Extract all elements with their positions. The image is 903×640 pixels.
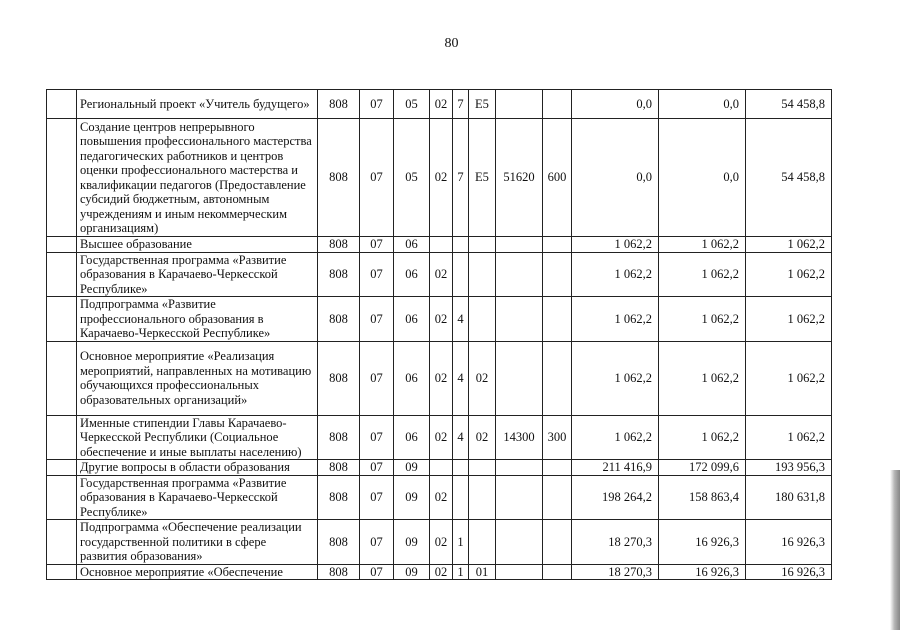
subsection-code: 09 bbox=[394, 520, 430, 565]
direction-code: 14300 bbox=[496, 415, 543, 460]
page-number: 80 bbox=[444, 36, 459, 51]
table-row bbox=[47, 119, 832, 237]
amount-year-2: 0,0 bbox=[659, 90, 746, 119]
expense-type-code bbox=[543, 564, 572, 580]
subprogram-code: 4 bbox=[453, 341, 469, 415]
event-code bbox=[469, 460, 496, 476]
expense-type-code bbox=[543, 252, 572, 297]
amount-year-3: 193 956,3 bbox=[746, 460, 832, 476]
event-code bbox=[469, 475, 496, 520]
amount-year-3: 16 926,3 bbox=[746, 564, 832, 580]
ministry-code: 808 bbox=[318, 460, 360, 476]
table-row bbox=[47, 415, 832, 460]
amount-year-3: 1 062,2 bbox=[746, 237, 832, 253]
direction-code bbox=[496, 341, 543, 415]
expense-type-code bbox=[543, 520, 572, 565]
subprogram-code: 4 bbox=[453, 415, 469, 460]
expense-type-code bbox=[543, 297, 572, 342]
subprogram-code bbox=[453, 252, 469, 297]
blank-cell bbox=[47, 475, 77, 520]
amount-year-3: 16 926,3 bbox=[746, 520, 832, 565]
event-code: 01 bbox=[469, 564, 496, 580]
amount-year-3: 1 062,2 bbox=[746, 341, 832, 415]
ministry-code: 808 bbox=[318, 119, 360, 237]
amount-year-3: 54 458,8 bbox=[746, 119, 832, 237]
row-name: Высшее образование bbox=[77, 237, 318, 253]
event-code bbox=[469, 237, 496, 253]
expense-type-code: 300 bbox=[543, 415, 572, 460]
direction-code bbox=[496, 252, 543, 297]
amount-year-3: 1 062,2 bbox=[746, 297, 832, 342]
amount-year-2: 1 062,2 bbox=[659, 341, 746, 415]
amount-year-2: 1 062,2 bbox=[659, 252, 746, 297]
section-code: 07 bbox=[360, 415, 394, 460]
expense-type-code bbox=[543, 460, 572, 476]
ministry-code: 808 bbox=[318, 564, 360, 580]
expense-type-code bbox=[543, 475, 572, 520]
ministry-code: 808 bbox=[318, 341, 360, 415]
program-code: 02 bbox=[430, 520, 453, 565]
amount-year-1: 1 062,2 bbox=[572, 237, 659, 253]
program-code: 02 bbox=[430, 415, 453, 460]
amount-year-1: 1 062,2 bbox=[572, 252, 659, 297]
table-row bbox=[47, 237, 832, 253]
blank-cell bbox=[47, 119, 77, 237]
blank-cell bbox=[47, 90, 77, 119]
blank-cell bbox=[47, 415, 77, 460]
subsection-code: 05 bbox=[394, 119, 430, 237]
subprogram-code: 7 bbox=[453, 119, 469, 237]
direction-code bbox=[496, 237, 543, 253]
amount-year-3: 180 631,8 bbox=[746, 475, 832, 520]
amount-year-2: 1 062,2 bbox=[659, 415, 746, 460]
row-name: Именные стипендии Главы Карачаево-Черкесской Республики (Социальное обеспечение и иные выплаты населению) bbox=[77, 415, 318, 460]
program-code: 02 bbox=[430, 252, 453, 297]
event-code bbox=[469, 520, 496, 565]
ministry-code: 808 bbox=[318, 415, 360, 460]
subprogram-code: 4 bbox=[453, 297, 469, 342]
section-code: 07 bbox=[360, 237, 394, 253]
section-code: 07 bbox=[360, 460, 394, 476]
amount-year-3: 54 458,8 bbox=[746, 90, 832, 119]
scan-edge-shadow bbox=[890, 470, 900, 630]
row-name: Подпрограмма «Развитие профессионального образования в Карачаево-Черкесской Республике» bbox=[77, 297, 318, 342]
amount-year-1: 0,0 bbox=[572, 90, 659, 119]
ministry-code: 808 bbox=[318, 475, 360, 520]
program-code: 02 bbox=[430, 90, 453, 119]
table-row bbox=[47, 564, 832, 580]
section-code: 07 bbox=[360, 119, 394, 237]
expense-type-code bbox=[543, 341, 572, 415]
event-code: E5 bbox=[469, 119, 496, 237]
amount-year-2: 158 863,4 bbox=[659, 475, 746, 520]
amount-year-1: 0,0 bbox=[572, 119, 659, 237]
budget-table bbox=[46, 89, 832, 580]
program-code: 02 bbox=[430, 297, 453, 342]
event-code: 02 bbox=[469, 415, 496, 460]
row-name: Подпрограмма «Обеспечение реализации государственной политики в сфере развития образования» bbox=[77, 520, 318, 565]
amount-year-2: 16 926,3 bbox=[659, 564, 746, 580]
row-name: Региональный проект «Учитель будущего» bbox=[77, 90, 318, 119]
section-code: 07 bbox=[360, 90, 394, 119]
expense-type-code bbox=[543, 90, 572, 119]
subprogram-code bbox=[453, 475, 469, 520]
subsection-code: 06 bbox=[394, 252, 430, 297]
direction-code: 51620 bbox=[496, 119, 543, 237]
direction-code bbox=[496, 475, 543, 520]
blank-cell bbox=[47, 564, 77, 580]
subprogram-code bbox=[453, 237, 469, 253]
ministry-code: 808 bbox=[318, 297, 360, 342]
table-row bbox=[47, 520, 832, 565]
amount-year-1: 1 062,2 bbox=[572, 341, 659, 415]
blank-cell bbox=[47, 460, 77, 476]
row-name: Государственная программа «Развитие образования в Карачаево-Черкесской Республике» bbox=[77, 475, 318, 520]
event-code: 02 bbox=[469, 341, 496, 415]
event-code bbox=[469, 297, 496, 342]
direction-code bbox=[496, 564, 543, 580]
event-code: E5 bbox=[469, 90, 496, 119]
amount-year-1: 18 270,3 bbox=[572, 520, 659, 565]
row-name: Основное мероприятие «Реализация мероприятий, направленных на мотивацию обучающихся профессиональных образовательных организаций» bbox=[77, 341, 318, 415]
blank-cell bbox=[47, 520, 77, 565]
amount-year-3: 1 062,2 bbox=[746, 252, 832, 297]
subsection-code: 06 bbox=[394, 415, 430, 460]
direction-code bbox=[496, 297, 543, 342]
table-row bbox=[47, 90, 832, 119]
blank-cell bbox=[47, 237, 77, 253]
subsection-code: 09 bbox=[394, 460, 430, 476]
program-code bbox=[430, 460, 453, 476]
expense-type-code: 600 bbox=[543, 119, 572, 237]
amount-year-2: 1 062,2 bbox=[659, 297, 746, 342]
table-row bbox=[47, 460, 832, 476]
blank-cell bbox=[47, 341, 77, 415]
event-code bbox=[469, 252, 496, 297]
blank-cell bbox=[47, 252, 77, 297]
ministry-code: 808 bbox=[318, 252, 360, 297]
program-code bbox=[430, 237, 453, 253]
ministry-code: 808 bbox=[318, 237, 360, 253]
subprogram-code: 1 bbox=[453, 564, 469, 580]
subsection-code: 06 bbox=[394, 237, 430, 253]
table-row bbox=[47, 252, 832, 297]
blank-cell bbox=[47, 297, 77, 342]
row-name: Создание центров непрерывного повышения профессионального мастерства педагогических работников и центров оценки профессионального мастерства и квалификации педагогов (Предоставление субсидий бюджетным, автономным учреждениям и иным некоммерческим организациям) bbox=[77, 119, 318, 237]
subprogram-code: 7 bbox=[453, 90, 469, 119]
section-code: 07 bbox=[360, 297, 394, 342]
section-code: 07 bbox=[360, 520, 394, 565]
table-row bbox=[47, 341, 832, 415]
subprogram-code bbox=[453, 460, 469, 476]
subsection-code: 06 bbox=[394, 297, 430, 342]
row-name: Основное мероприятие «Обеспечение bbox=[77, 564, 318, 580]
amount-year-1: 1 062,2 bbox=[572, 297, 659, 342]
row-name: Государственная программа «Развитие образования в Карачаево-Черкесской Республике» bbox=[77, 252, 318, 297]
program-code: 02 bbox=[430, 119, 453, 237]
section-code: 07 bbox=[360, 475, 394, 520]
section-code: 07 bbox=[360, 341, 394, 415]
amount-year-2: 1 062,2 bbox=[659, 237, 746, 253]
amount-year-1: 198 264,2 bbox=[572, 475, 659, 520]
direction-code bbox=[496, 520, 543, 565]
subsection-code: 06 bbox=[394, 341, 430, 415]
subprogram-code: 1 bbox=[453, 520, 469, 565]
subsection-code: 05 bbox=[394, 90, 430, 119]
program-code: 02 bbox=[430, 341, 453, 415]
amount-year-1: 211 416,9 bbox=[572, 460, 659, 476]
subsection-code: 09 bbox=[394, 475, 430, 520]
ministry-code: 808 bbox=[318, 90, 360, 119]
table-row bbox=[47, 297, 832, 342]
program-code: 02 bbox=[430, 475, 453, 520]
program-code: 02 bbox=[430, 564, 453, 580]
table-row bbox=[47, 475, 832, 520]
amount-year-1: 1 062,2 bbox=[572, 415, 659, 460]
section-code: 07 bbox=[360, 564, 394, 580]
subsection-code: 09 bbox=[394, 564, 430, 580]
amount-year-2: 172 099,6 bbox=[659, 460, 746, 476]
expense-type-code bbox=[543, 237, 572, 253]
section-code: 07 bbox=[360, 252, 394, 297]
ministry-code: 808 bbox=[318, 520, 360, 565]
amount-year-2: 0,0 bbox=[659, 119, 746, 237]
direction-code bbox=[496, 460, 543, 476]
amount-year-1: 18 270,3 bbox=[572, 564, 659, 580]
direction-code bbox=[496, 90, 543, 119]
amount-year-3: 1 062,2 bbox=[746, 415, 832, 460]
row-name: Другие вопросы в области образования bbox=[77, 460, 318, 476]
amount-year-2: 16 926,3 bbox=[659, 520, 746, 565]
